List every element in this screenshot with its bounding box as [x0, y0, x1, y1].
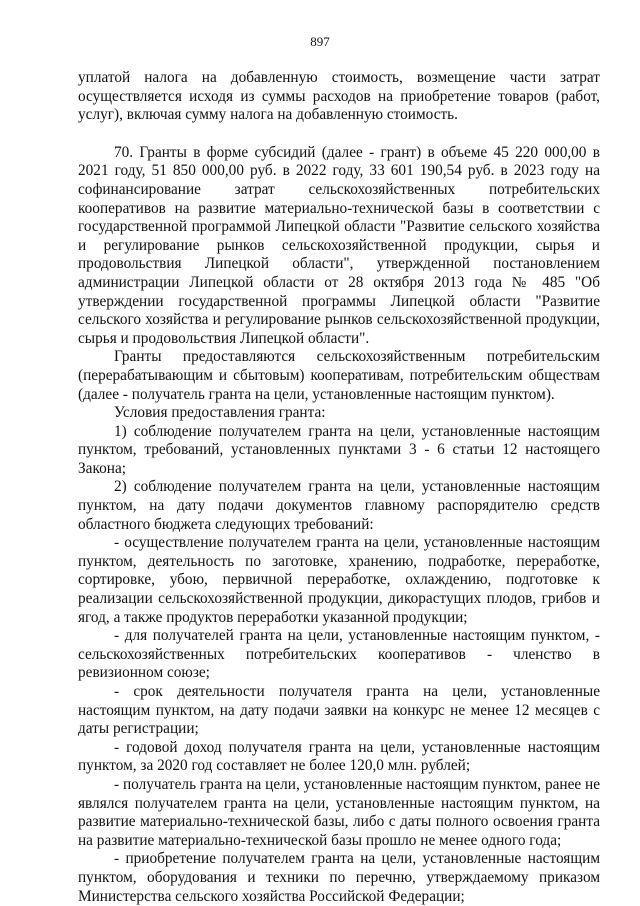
paragraph-condition-1: 1) соблюдение получателем гранта на цели, установленные настоящим пунктом, требований, установленных пунктами 3 - 6 статьи 12 настоящего Закона; — [78, 422, 600, 477]
paragraph-gap — [78, 125, 600, 144]
paragraph-requirement-previous-grant: - получатель гранта на цели, установленные настоящим пунктом, ранее не являлся получателем гранта на цели, установленные настоящим пунктом, на развитие материально-технической базы, либо с даты полного освоения гранта на развитие материально-технической базы прошло не менее одного года; — [78, 775, 600, 849]
paragraph-requirement-term: - срок деятельности получателя гранта на цели, установленные настоящим пунктом, на дату подачи заявки на конкурс не менее 12 месяцев с даты регистрации; — [78, 683, 600, 738]
paragraph-requirement-audit-union: - для получателей гранта на цели, установленные настоящим пунктом, - сельскохозяйственных потребительских кооперативов - членство в ревизионном союзе; — [78, 627, 600, 682]
page-number: 897 — [310, 34, 330, 49]
paragraph-conditions-heading: Условия предоставления гранта: — [114, 404, 326, 422]
paragraph-grant-recipients: Гранты предоставляются сельскохозяйственным потребительским (перерабатывающим и сбытовым) кооперативам, потребительским обществам (далее - получатель гранта на цели, установленные настоящим пунктом). — [78, 348, 600, 403]
paragraph-requirement-equipment: - приобретение получателем гранта на цели, установленные настоящим пунктом, оборудования и техники по перечню, утверждаемому приказом Министерства сельского хозяйства Российской Федерации; — [78, 850, 600, 905]
paragraph-condition-2: 2) соблюдение получателем гранта на цели, установленные настоящим пунктом, на дату подачи документов главному распорядителю средств областного бюджета следующих требований: — [78, 478, 600, 533]
document-body — [78, 69, 600, 906]
paragraph-item-70: 70. Гранты в форме субсидий (далее - грант) в объеме 45 220 000,00 в 2021 году, 51 850 000,00 руб. в 2022 году, 33 601 190,54 руб. в 2023 году на софинансирование затрат сельскохозяйственных потребительских кооперативов на развитие материально-технической базы в соответствии с государственной программой Липецкой области "Развитие сельского хозяйства и регулирование рынков сельскохозяйственной продукции, сырья и продовольствия Липецкой области", утвержденной постановлением администрации Липецкой области от 28 октября 2013 года № 485 "Об утверждении государственной программы Липецкой области "Развитие сельского хозяйства и регулирование рынков сельскохозяйственной продукции, сырья и продовольствия Липецкой области". — [78, 143, 600, 347]
paragraph-continuation: уплатой налога на добавленную стоимость, возмещение части затрат осуществляется исходя из суммы расходов на приобретение товаров (работ, услуг), включая сумму налога на добавленную стоимость. — [78, 69, 600, 124]
paragraph-requirement-activity: - осуществление получателем гранта на цели, установленные настоящим пунктом, деятельность по заготовке, хранению, подработке, переработке, сортировке, убою, первичной переработке, охлаждению, подготовке к реализации сельскохозяйственной продукции, дикорастущих плодов, грибов и ягод, а также продуктов переработки указанной продукции; — [78, 534, 600, 626]
paragraph-requirement-income: - годовой доход получателя гранта на цели, установленные настоящим пунктом, за 2020 год составляет не более 120,0 млн. рублей; — [78, 738, 600, 775]
